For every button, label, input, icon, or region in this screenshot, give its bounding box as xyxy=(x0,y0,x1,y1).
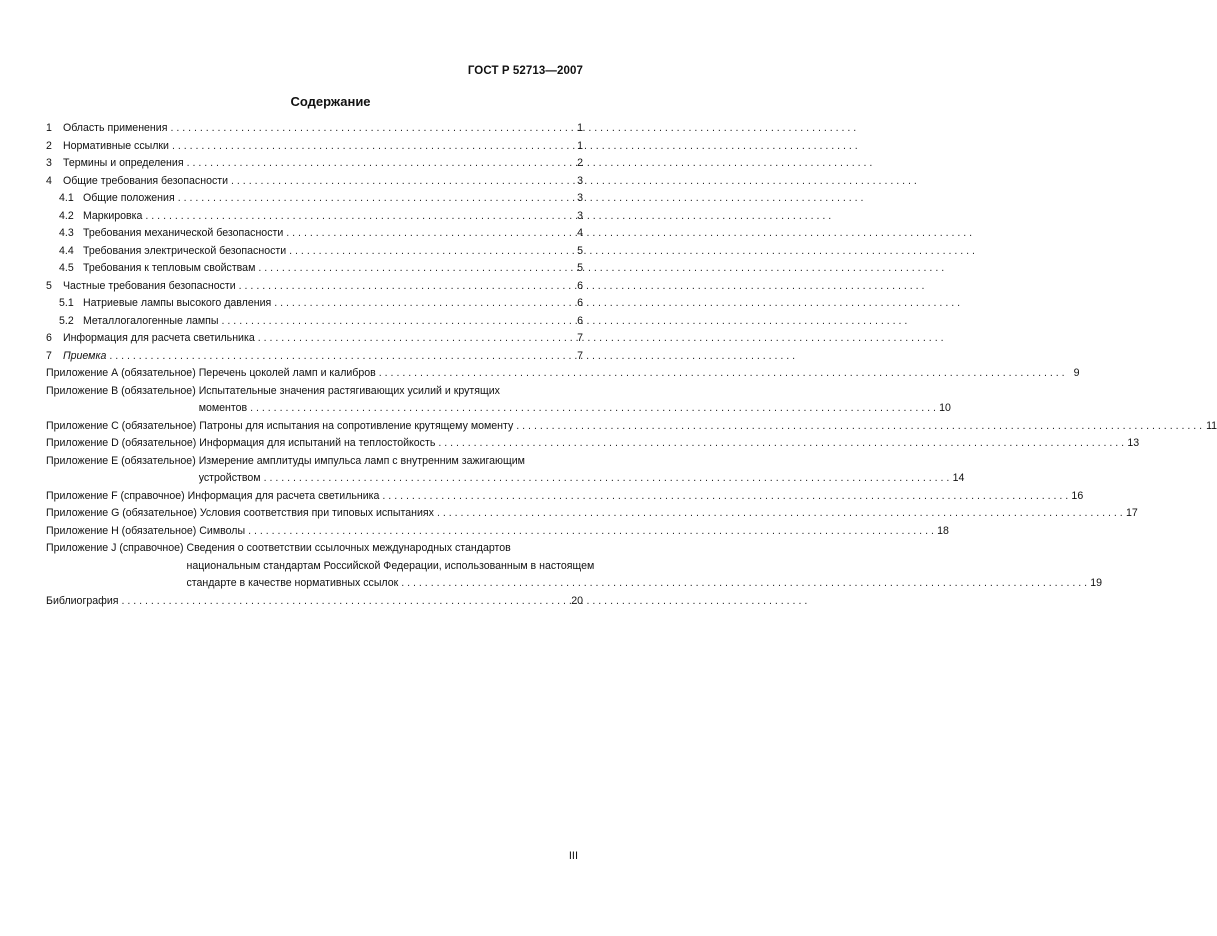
section-title: Требования электрической безопасности xyxy=(82,244,287,257)
toc-appendix-d[interactable] xyxy=(46,435,1140,453)
section-number: 4.2 xyxy=(59,209,74,222)
page-number: 6 xyxy=(577,297,583,309)
dot-leader xyxy=(274,295,568,313)
appendix-title: Испытательные значения растягивающих усилий и крутящих xyxy=(198,384,500,397)
appendix-title: Сведения о соответствии ссылочных международных стандартов xyxy=(186,542,511,554)
section-title: Приемка xyxy=(62,349,107,362)
page-number: 1 xyxy=(577,139,583,152)
page-number: 10 xyxy=(939,402,951,414)
page-number: 5 xyxy=(577,244,583,257)
dot-leader xyxy=(172,138,568,156)
toc-appendix-b[interactable] xyxy=(46,383,951,418)
dot-leader xyxy=(258,260,568,278)
section-title: Термины и определения xyxy=(62,157,184,169)
page-number: 1 xyxy=(577,122,583,134)
dot-leader xyxy=(516,418,1202,436)
section-number: 4 xyxy=(46,174,52,187)
page-number: 3 xyxy=(577,174,583,187)
page-number: 14 xyxy=(952,472,965,484)
toc-bibliography[interactable] xyxy=(46,593,583,611)
toc-entry-5[interactable] xyxy=(46,278,583,296)
toc-entry-5-1[interactable] xyxy=(46,295,583,313)
section-title: Область применения xyxy=(62,122,168,134)
section-title: Требования к тепловым свойствам xyxy=(82,262,256,274)
section-number: 7 xyxy=(46,349,52,362)
appendix-title: Информация для испытаний на теплостойкость xyxy=(199,437,436,449)
page-number: 20 xyxy=(571,594,583,607)
toc-appendix-f[interactable] xyxy=(46,488,1084,506)
page-number: 3 xyxy=(577,192,583,204)
dot-leader xyxy=(438,435,1124,453)
dot-leader xyxy=(250,400,936,418)
toc-entry-4-4[interactable] xyxy=(46,243,583,261)
appendix-title: Перечень цоколей ламп и калибров xyxy=(198,367,376,379)
toc-appendix-a[interactable] xyxy=(46,365,1080,383)
appendix-label: Приложение В (обязательное) xyxy=(46,384,196,397)
appendix-label: Приложение G (обязательное) xyxy=(46,507,197,519)
dot-leader xyxy=(258,330,568,348)
toc-appendix-c[interactable] xyxy=(46,418,1217,436)
page-number: 4 xyxy=(577,227,583,239)
toc-entry-1[interactable] xyxy=(46,120,583,138)
page-number: 9 xyxy=(1073,367,1080,379)
section-title: Нормативные ссылки xyxy=(62,139,169,152)
section-number: 2 xyxy=(46,139,52,152)
page-number: 6 xyxy=(577,314,583,327)
dot-leader xyxy=(121,593,568,611)
page-folio: III xyxy=(568,850,578,862)
section-title: Требования механической безопасности xyxy=(82,227,284,239)
page-title: Содержание xyxy=(290,94,371,109)
section-number: 5 xyxy=(46,279,52,292)
section-title: Информация для расчета светильника xyxy=(62,332,255,344)
appendix-title: Измерение амплитуды импульса ламп с внутренним зажигающим xyxy=(198,454,525,467)
toc-entry-4-2[interactable] xyxy=(46,208,583,226)
dot-leader xyxy=(178,190,568,208)
appendix-label: Приложение F (справочное) xyxy=(46,489,185,502)
appendix-title-cont: национальным стандартам Российской Федерации, использованным в настоящем xyxy=(186,559,595,572)
page-number: 13 xyxy=(1127,437,1140,449)
section-number: 4.4 xyxy=(59,244,74,257)
toc-entry-7[interactable] xyxy=(46,348,583,366)
appendix-label: Приложение J (справочное) xyxy=(46,542,184,554)
page-number: 19 xyxy=(1090,577,1103,589)
toc-appendix-h[interactable] xyxy=(46,523,949,541)
toc-entry-3[interactable] xyxy=(46,155,583,173)
dot-leader xyxy=(379,365,1065,383)
toc-appendix-j[interactable] xyxy=(46,540,1103,593)
page-number: 5 xyxy=(577,262,583,274)
section-number: 4.1 xyxy=(59,192,74,204)
appendix-title: Патроны для испытания на сопротивление крутящему моменту xyxy=(199,419,514,432)
section-title: Натриевые лампы высокого давления xyxy=(82,297,272,309)
appendix-title: Условия соответствия при типовых испытаниях xyxy=(199,507,434,519)
dot-leader xyxy=(145,208,568,226)
dot-leader xyxy=(187,155,568,173)
section-title: Частные требования безопасности xyxy=(62,279,236,292)
section-title: Металлогалогенные лампы xyxy=(82,314,219,327)
dot-leader xyxy=(170,120,568,138)
dot-leader xyxy=(222,313,568,331)
toc-entry-2[interactable] xyxy=(46,138,583,156)
section-title: Общие требования безопасности xyxy=(62,174,229,187)
appendix-label: Приложение Е (обязательное) xyxy=(46,454,196,467)
toc-entry-6[interactable] xyxy=(46,330,583,348)
page-number: 2 xyxy=(577,157,583,169)
dot-leader xyxy=(248,523,934,541)
dot-leader xyxy=(231,173,568,191)
dot-leader xyxy=(401,575,1087,593)
appendix-label: Приложение А (обязательное) xyxy=(46,367,196,379)
appendix-title: Символы xyxy=(199,524,246,537)
dot-leader xyxy=(264,470,950,488)
section-number: 1 xyxy=(46,122,52,134)
appendix-label: Приложение С (обязательное) xyxy=(46,419,197,432)
dot-leader xyxy=(382,488,1068,506)
dot-leader xyxy=(289,243,568,261)
toc-entry-4-5[interactable] xyxy=(46,260,583,278)
appendix-title: Информация для расчета светильника xyxy=(187,489,380,502)
dot-leader xyxy=(109,348,568,366)
toc-entry-4[interactable] xyxy=(46,173,583,191)
section-number: 5.1 xyxy=(59,297,74,309)
section-number: 5.2 xyxy=(59,314,74,327)
page-number: 17 xyxy=(1125,507,1138,519)
table-of-contents xyxy=(46,120,1217,610)
section-title: Маркировка xyxy=(82,209,143,222)
page-number: 16 xyxy=(1071,489,1084,502)
section-number: 4.3 xyxy=(59,227,74,239)
appendix-title-cont: стандарте в качестве нормативных ссылок xyxy=(186,577,399,589)
page-number: 6 xyxy=(577,279,583,292)
document-id: ГОСТ Р 52713—2007 xyxy=(467,65,583,77)
page-number: 3 xyxy=(577,209,583,222)
bibliography-title: Библиография xyxy=(46,594,119,607)
appendix-label: Приложение D (обязательное) xyxy=(46,437,197,449)
toc-appendix-e[interactable] xyxy=(46,453,965,488)
toc-appendix-g[interactable] xyxy=(46,505,1138,523)
page-number: 11 xyxy=(1206,419,1217,432)
appendix-title-cont: моментов xyxy=(198,402,248,414)
toc-entry-4-3[interactable] xyxy=(46,225,583,243)
dot-leader xyxy=(437,505,1123,523)
appendix-label: Приложение Н (обязательное) xyxy=(46,524,197,537)
dot-leader xyxy=(239,278,568,296)
page-number: 18 xyxy=(937,524,949,537)
toc-entry-5-2[interactable] xyxy=(46,313,583,331)
toc-entry-4-1[interactable] xyxy=(46,190,583,208)
section-number: 4.5 xyxy=(59,262,74,274)
page-number: 7 xyxy=(577,332,583,344)
dot-leader xyxy=(286,225,568,243)
section-number: 6 xyxy=(46,332,52,344)
section-number: 3 xyxy=(46,157,52,169)
section-title: Общие положения xyxy=(82,192,175,204)
page-number: 7 xyxy=(577,349,583,362)
appendix-title-cont: устройством xyxy=(198,472,261,484)
